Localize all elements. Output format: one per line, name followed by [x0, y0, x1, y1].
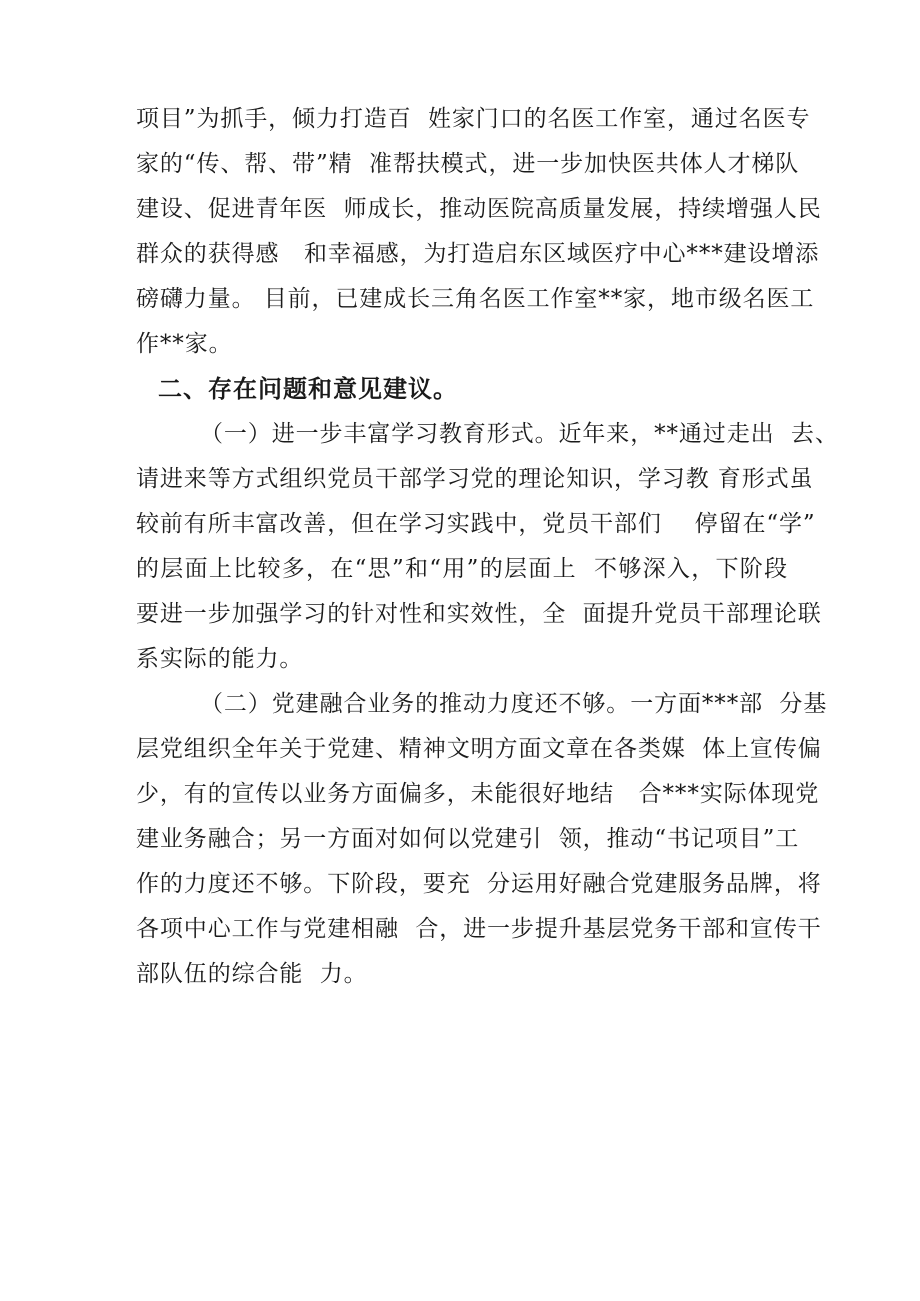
paragraph-line: 建设、促进青年医 师成长，推动医院高质量发展，持续增强人民	[136, 196, 822, 222]
paragraph-line: 较前有所丰富改善，但在学习实践中，党员干部们 停留在“学”	[136, 511, 816, 537]
paragraph-line: 的层面上比较多，在“思”和“用”的层面上 不够深入，下阶段	[136, 556, 788, 582]
paragraph-line: 家的“传、帮、带”精 准帮扶模式，进一步加快医共体人才梯队	[136, 151, 800, 177]
paragraph-line: 群众的获得感 和幸福感，为打造启东区域医疗中心***建设增添	[136, 241, 820, 267]
paragraph-line: 少，有的宣传以业务方面偏多，未能很好地结 合***实际体现党	[136, 781, 820, 807]
paragraph-line: 系实际的能力。	[136, 646, 304, 672]
paragraph-line: （一）进一步丰富学习教育形式。近年来，**通过走出 去、	[200, 421, 839, 447]
paragraph-line: 作的力度还不够。下阶段，要充 分运用好融合党建服务品牌，将	[136, 871, 822, 897]
section-heading: 二、存在问题和意见建议。	[158, 375, 458, 403]
paragraph-line: 层党组织全年关于党建、精神文明方面文章在各类媒 体上宣传偏	[136, 736, 822, 762]
paragraph-line: 要进一步加强学习的针对性和实效性，全 面提升党员干部理论联	[136, 601, 822, 627]
paragraph-line: 磅礴力量。 目前，已建成长三角名医工作室**家，地市级名医工	[136, 286, 815, 312]
document-body	[136, 104, 839, 1004]
paragraph-line: 请进来等方式组织党员干部学习党的理论知识，学习教 育形式虽	[136, 466, 814, 492]
paragraph-line: 项目”为抓手，倾力打造百 姓家门口的名医工作室，通过名医专	[136, 106, 811, 132]
paragraph-line: （二）党建融合业务的推动力度还不够。一方面***部 分基	[200, 691, 828, 717]
paragraph-line: 建业务融合；另一方面对如何以党建引 领，推动“书记项目”工	[136, 826, 800, 852]
paragraph-line: 作**家。	[136, 331, 233, 357]
paragraph-line: 各项中心工作与党建相融 合，进一步提升基层党务干部和宣传干	[136, 916, 822, 942]
paragraph-line: 部队伍的综合能 力。	[136, 961, 368, 987]
